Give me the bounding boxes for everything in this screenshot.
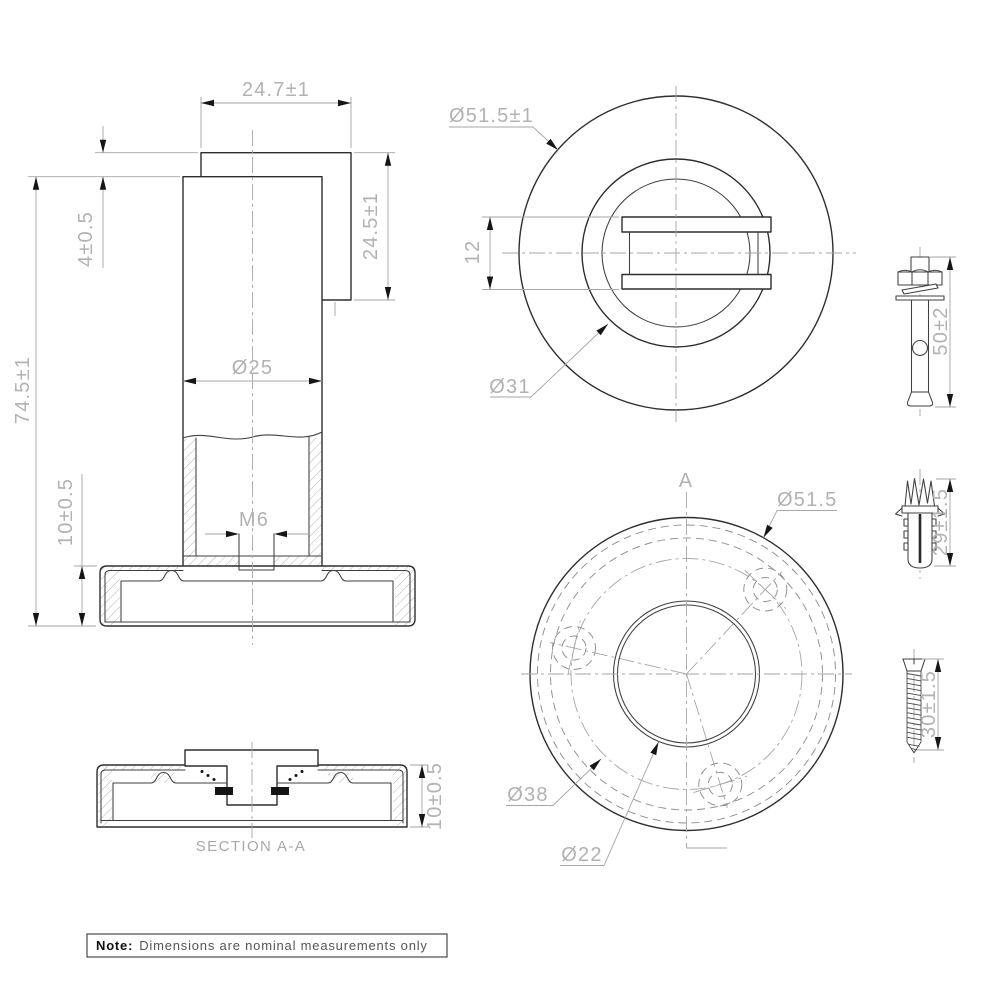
dim-plug-length-text: 29±1.5 — [930, 487, 952, 557]
plug-slot — [919, 514, 922, 563]
note-text — [96, 938, 428, 953]
dim-screw-length-text: 30±1.5 — [918, 669, 940, 739]
boss-hatch-left — [184, 557, 239, 567]
dim-section-height-text: 10±0.5 — [424, 761, 446, 831]
anchor-body — [912, 300, 929, 392]
dim-hook-drop-text: 24.5±1 — [360, 191, 382, 261]
dim-plate-thickness-text: 4±0.5 — [75, 211, 97, 267]
anchor-hex-nut — [898, 272, 942, 285]
front-outer-diameter-text: Ø51.5±1 — [449, 105, 534, 127]
seal-right — [271, 787, 289, 795]
front-hub-diameter-text: Ø31 — [489, 376, 531, 398]
dim-post-diameter-text: Ø25 — [231, 357, 274, 379]
back-outer-diameter-text: Ø51.5 — [777, 489, 838, 511]
dim-anchor-length-text: 50±2 — [930, 306, 952, 356]
wall-hatch-left — [184, 439, 196, 556]
anchor-washer — [896, 296, 944, 300]
boss-hatch-right — [274, 557, 322, 567]
dim-thread-text: M6 — [238, 509, 270, 531]
dim-slot-height-text: 12 — [462, 239, 484, 265]
note-body: Dimensions are nominal measurements only — [139, 938, 428, 953]
dim-base-height-text: 10±0.5 — [55, 477, 77, 547]
note-label: Note: — [96, 938, 134, 953]
flange-hatch-right — [395, 567, 414, 625]
seal-left — [215, 787, 233, 795]
hook-top-bar — [622, 217, 771, 232]
dim-total-height-text: 74.5±1 — [12, 355, 34, 425]
dim-top-width-text: 24.7±1 — [241, 79, 311, 101]
center-hole-diameter-text: Ø22 — [561, 844, 603, 866]
datum-label-text: A — [678, 470, 694, 492]
dim-screw-length — [917, 659, 944, 750]
wall-hatch-right — [309, 438, 321, 556]
bolt-circle-diameter-text: Ø38 — [507, 784, 549, 806]
flange-hatch-left — [101, 567, 120, 625]
section-title-text: SECTION A-A — [195, 838, 307, 855]
anchor-expansion-cone — [907, 392, 932, 406]
section-hatch-left — [98, 767, 112, 826]
section-hatch-right — [393, 767, 406, 826]
hook-bottom-bar — [622, 275, 771, 290]
